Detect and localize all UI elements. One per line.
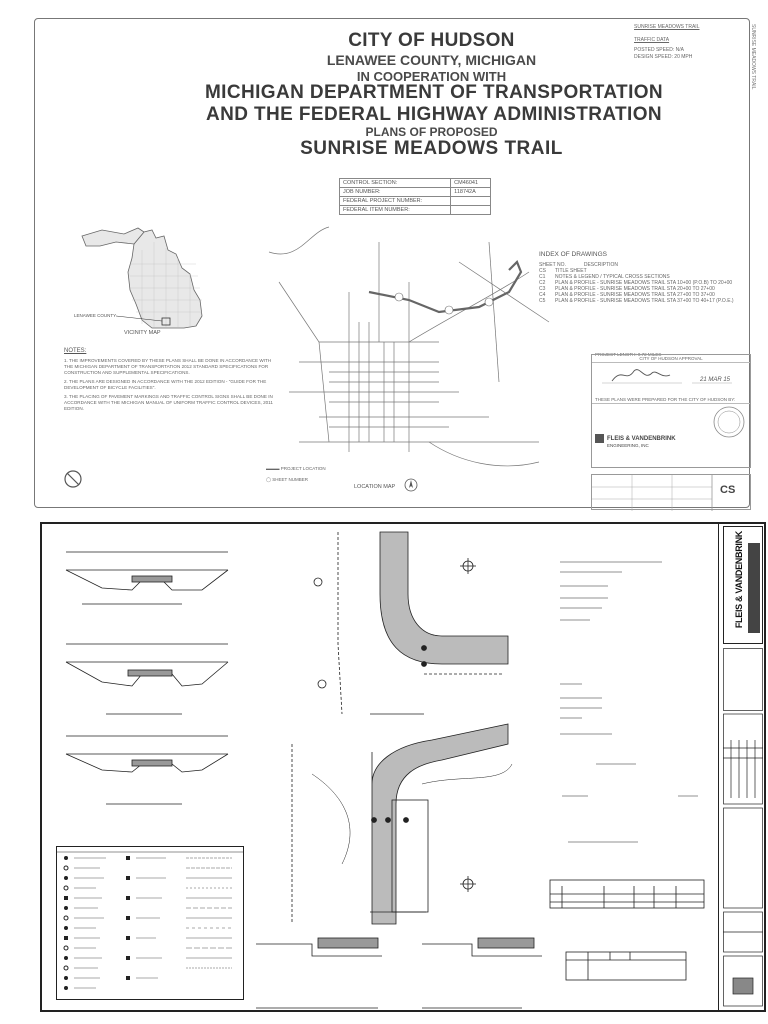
michigan-lower-peninsula: [128, 230, 202, 328]
title-mdot: MICHIGAN DEPARTMENT OF TRANSPORTATION: [204, 82, 664, 103]
control-table: [339, 178, 491, 215]
firm-logo-box: [723, 526, 763, 644]
project-name-label: SUNRISE MEADOWS TRAIL: [634, 24, 700, 30]
index-of-drawings: [539, 252, 749, 304]
notes-heading: NOTES:: [64, 348, 87, 354]
firm-name: FLEIS & VANDENBRINK ENGINEERING, INC: [595, 434, 676, 448]
detail-sheet: [40, 522, 766, 1012]
index-row: C4 PLAN & PROFILE - SUNRISE MEADOWS TRAIL STA 27+00 TO 37+00: [539, 292, 715, 298]
title-city: CITY OF HUDSON: [348, 30, 515, 51]
sheet-side-label: SUNRISE MEADOWS TRAIL: [750, 24, 756, 90]
firm-logo-text: FLEIS & VANDENBRINK: [734, 531, 744, 629]
cross-section-2: [66, 644, 228, 714]
title-cooperation: IN COOPERATION WITH: [356, 69, 507, 84]
approval-block: [591, 354, 751, 468]
table-row: FEDERAL PROJECT NUMBER:: [340, 197, 491, 206]
index-row: CS TITLE SHEET: [539, 268, 587, 274]
legend-project-location: ▬▬▬ PROJECT LOCATION: [266, 466, 326, 471]
notes-lines: [560, 562, 698, 842]
notes-block: [64, 348, 274, 415]
prepared-by: THESE PLANS WERE PREPARED FOR THE CITY OF HUDSON BY:: [592, 396, 750, 404]
traffic-data-label: TRAFFIC DATA: [634, 37, 670, 43]
lenawee-county-label: LENAWEE COUNTY: [74, 313, 117, 318]
note-item: 2. THE PLANS ARE DESIGNED IN ACCORDANCE WITH THE 2012 EDITION - "GUIDE FOR THE DEVELOPMENT OF BICYCLE FACILITIES".: [64, 379, 267, 390]
sheet-number: CS: [720, 484, 736, 496]
no-bicycle-sign-icon: [64, 470, 82, 488]
firm-logo-bar: [748, 543, 760, 633]
index-row: C3 PLAN & PROFILE - SUNRISE MEADOWS TRAIL STA 20+00 TO 27+00: [539, 286, 715, 292]
cross-section-3: [66, 736, 228, 804]
curb-detail-2: [422, 938, 542, 1008]
symbol-legend: [56, 846, 244, 1000]
table-row: JOB NUMBER: 118742A: [340, 188, 491, 197]
sheet-number-marker: [395, 293, 403, 301]
approval-date: 21 MAR 15: [700, 377, 731, 383]
legend-sheet-number: ◯ SHEET NUMBER: [266, 477, 308, 482]
table-row: CONTROL SECTION: CM46041: [340, 179, 491, 188]
location-map: [259, 222, 554, 497]
title-project: SUNRISE MEADOWS TRAIL: [300, 138, 563, 159]
sheet-number-marker: [445, 306, 453, 314]
cover-sheet: [34, 14, 762, 512]
project-alignment: [369, 262, 521, 312]
city-approval-label: CITY OF HUDSON APPROVAL: [592, 355, 750, 363]
traffic-data-block: [634, 24, 744, 61]
project-length: PROJECT LENGTH: 0.72 MILES: [595, 352, 662, 357]
posted-speed: POSTED SPEED: N/A: [634, 47, 685, 53]
engineer-seal: [712, 405, 746, 439]
index-row: C5 PLAN & PROFILE - SUNRISE MEADOWS TRAIL STA 37+00 TO 40+17 (P.O.E.): [539, 298, 734, 304]
plan-view-curve-1: [314, 532, 508, 714]
index-header: SHEET NO. DESCRIPTION: [539, 262, 619, 268]
cross-section-1: [66, 552, 228, 604]
street-network: [269, 227, 549, 466]
firm-logo-icon: [595, 434, 604, 443]
michigan-upper-peninsula: [82, 228, 144, 246]
title-county: LENAWEE COUNTY, MICHIGAN: [326, 52, 537, 68]
title-strip: [718, 524, 766, 1010]
note-item: 3. THE PLACING OF PAVEMENT MARKINGS AND TRAFFIC CONTROL SIGNS SHALL BE DONE IN ACCORDANCE WITH THE MICHIGAN MANUAL OF UNIFORM TRAFFIC CONTROL DEVICES, 2011 EDITION.: [64, 394, 273, 411]
index-row: C2 PLAN & PROFILE - SUNRISE MEADOWS TRAIL STA 10+00 (P.O.B) TO 20+00: [539, 280, 733, 286]
table-row: FEDERAL ITEM NUMBER:: [340, 206, 491, 215]
title-plans-of-proposed: PLANS OF PROPOSED: [365, 125, 498, 139]
data-table-2: [566, 952, 686, 980]
title-strip-grid: [723, 648, 763, 1008]
sheet-number-marker: [485, 298, 493, 306]
design-speed: DESIGN SPEED: 20 MPH: [634, 54, 693, 60]
index-row: C1 NOTES & LEGEND / TYPICAL CROSS SECTIONS: [539, 274, 670, 280]
signature-graphic: [592, 363, 742, 387]
index-heading: INDEX OF DRAWINGS: [539, 251, 608, 258]
north-arrow-icon: [404, 478, 418, 494]
vicinity-map-title: VICINITY MAP: [124, 330, 161, 336]
plan-view-curve-2: [292, 724, 512, 924]
note-item: 1. THE IMPROVEMENTS COVERED BY THESE PLANS SHALL BE DONE IN ACCORDANCE WITH THE MICHIGAN DEPARTMENT OF TRANSPORTATION 2012 STANDARD SPECIFICATIONS FOR CONSTRUCTION AND SUPPLEMENTAL SPECIFICATIONS.: [64, 358, 272, 375]
curb-detail-1: [256, 938, 382, 1008]
data-table-1: [550, 880, 704, 908]
location-map-title: LOCATION MAP: [354, 484, 396, 490]
title-fhwa: AND THE FEDERAL HIGHWAY ADMINISTRATION: [205, 104, 663, 125]
